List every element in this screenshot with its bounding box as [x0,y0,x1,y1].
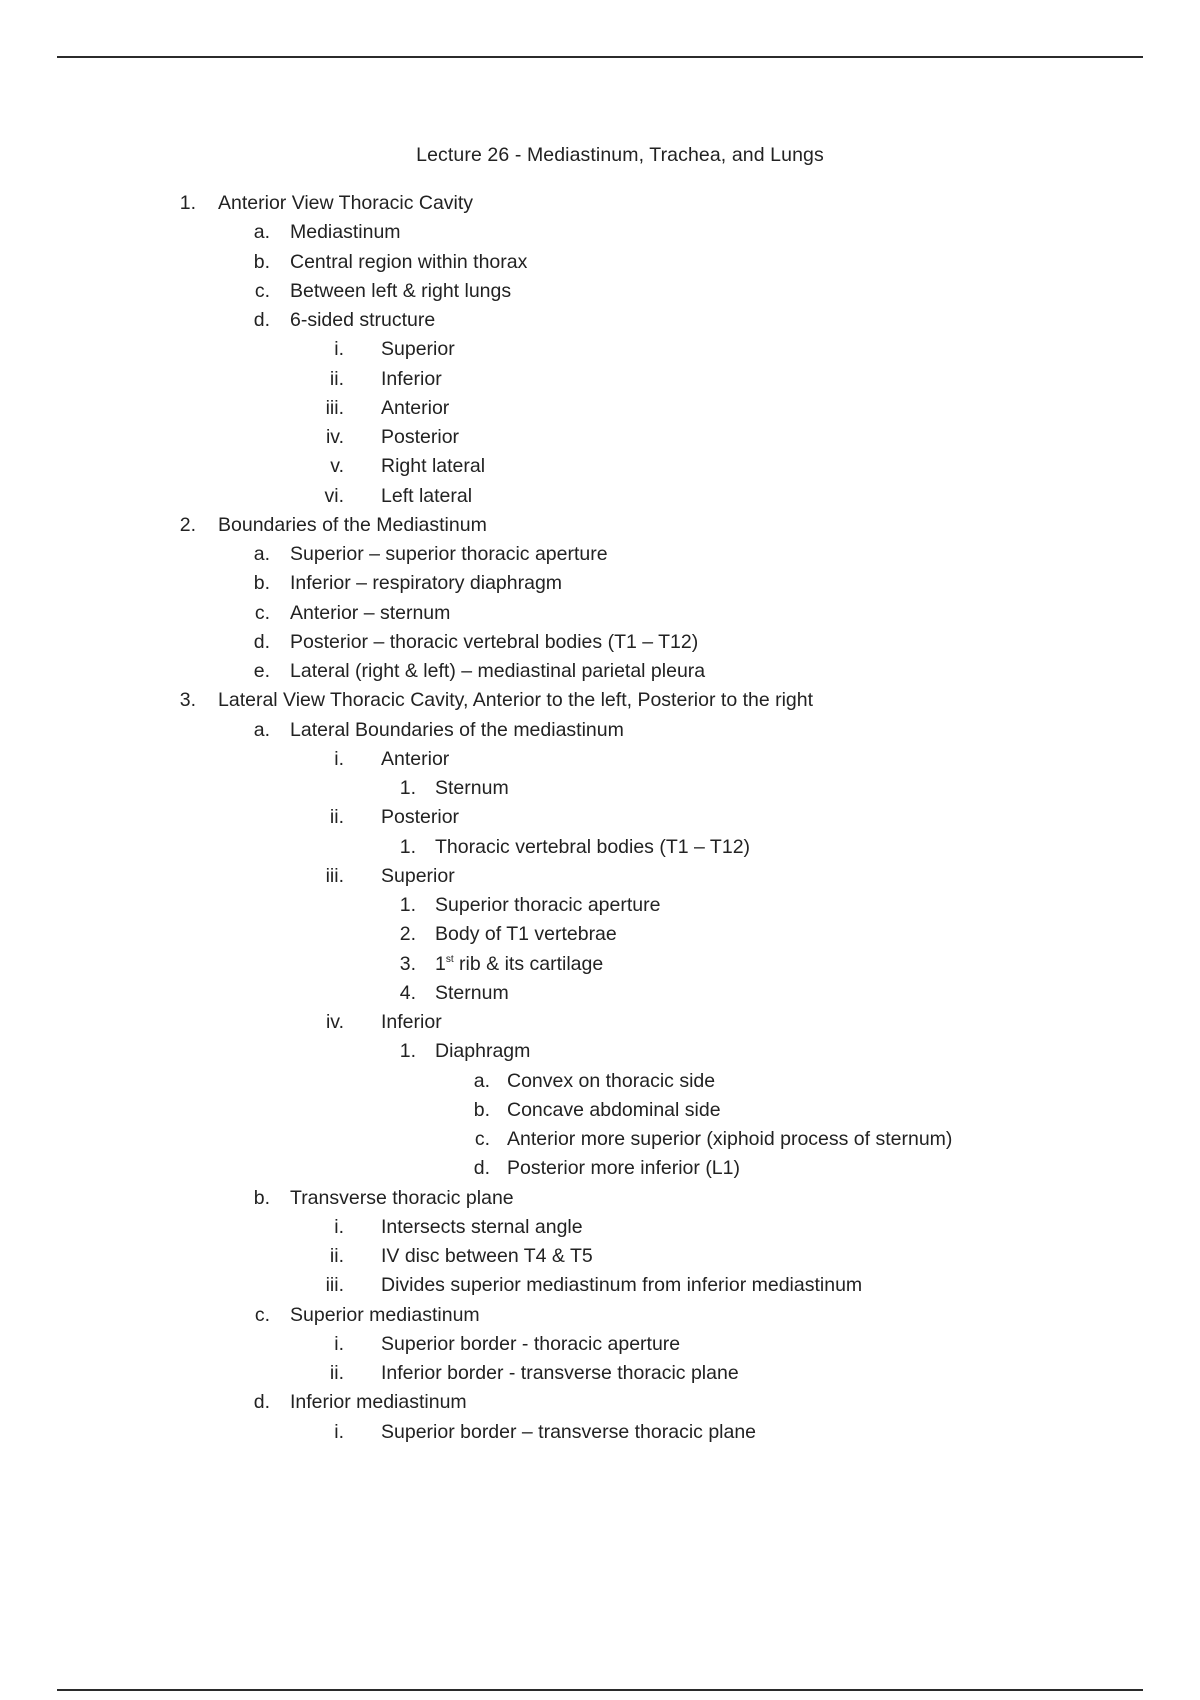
outline-item-text: Posterior more inferior (L1) [507,1157,740,1180]
outline-item-text: Inferior [381,367,442,390]
outline-item-level-3 [0,1271,1200,1300]
outline-item-label: b. [253,1186,270,1209]
outline-item-text: Anterior [381,747,450,770]
outline-item-text: Posterior [381,806,460,829]
outline-item-text: Transverse thoracic plane [290,1186,514,1209]
outline-item-label: d. [473,1157,490,1180]
outline-item-text: Anterior more superior (xiphoid process of sternum) [507,1128,953,1150]
outline-item-label: d. [253,309,270,331]
outline-item-text: 6-sided structure [290,309,436,331]
outline-item-level-3 [0,1242,1200,1271]
outline-item-text-rest: rib & its cartilage [453,952,604,975]
outline-item-level-2 [0,599,1200,628]
outline-item-label: c. [254,1303,270,1326]
outline-item-text: Lateral (right & left) – mediastinal parietal pleura [290,660,706,682]
outline-item-label: 1. [399,1040,416,1063]
outline-item-level-5 [0,1096,1200,1125]
outline-item-level-2 [0,657,1200,686]
outline-item-text: Intersects sternal angle [381,1215,583,1238]
outline-item-label: iii. [325,396,344,419]
outline-item-level-4 [0,950,1200,979]
outline-item-level-5 [0,1154,1200,1183]
outline-item-label: b. [253,572,270,595]
outline-item-level-2 [0,248,1200,277]
outline-item-level-3 [0,1359,1200,1388]
outline-item-level-4 [0,833,1200,862]
outline-item-level-3 [0,335,1200,364]
outline-item-level-3 [0,745,1200,774]
outline-item-level-3 [0,803,1200,832]
outline-item-text: Posterior – thoracic vertebral bodies (T1 – T12) [290,630,699,653]
outline-item-label: 1. [399,835,416,858]
outline-item-text: Inferior border - transverse thoracic plane [381,1362,739,1384]
outline-item-level-3 [0,394,1200,423]
outline-item-level-1 [0,189,1200,218]
outline-item-level-2 [0,218,1200,247]
outline-item-label: d. [253,630,270,653]
outline-item-label: d. [253,1391,270,1414]
outline-item-level-4 [0,920,1200,949]
outline-item-label: iv. [325,1011,344,1033]
outline-item-text: Superior border - thoracic aperture [381,1332,681,1355]
outline-item-level-2 [0,628,1200,657]
outline-item-level-2 [0,306,1200,335]
outline-item-text: Inferior [381,1011,442,1033]
outline-item-text: Lateral View Thoracic Cavity, Anterior to the left, Posterior to the right [218,689,814,712]
outline-item-level-1 [0,511,1200,540]
header-rule [57,56,1143,58]
outline-item-label: b. [473,1098,490,1121]
outline-item-label: a. [473,1069,490,1092]
outline-item-level-2 [0,569,1200,598]
outline-item-label: 2. [179,513,196,536]
outline-item-label: 1. [399,777,416,799]
outline-item-label: c. [254,279,270,302]
outline-item-level-2 [0,277,1200,306]
outline-item-text: Lateral Boundaries of the mediastinum [290,718,624,741]
outline-item-text: Diaphragm [435,1040,531,1063]
outline-item-level-3 [0,423,1200,452]
outline-item-label: i. [334,747,344,770]
outline-item-level-3 [0,452,1200,481]
outline-item-label: ii. [329,1245,344,1267]
outline-item-level-3 [0,365,1200,394]
outline-item-text: Inferior – respiratory diaphragm [290,572,563,595]
outline-item-text: Superior thoracic aperture [435,894,661,916]
outline-item-text: Sternum [435,981,509,1004]
outline-item-label: 4. [399,981,416,1004]
outline-item-text: Anterior [381,396,450,419]
outline-item-level-2 [0,540,1200,569]
outline-item-text: Anterior – sternum [290,601,451,624]
outline-item-text: Superior mediastinum [290,1303,480,1326]
outline-item-label: iii. [325,1274,344,1297]
outline-item-level-3 [0,862,1200,891]
outline-item-label: i. [334,338,344,361]
outline-item-level-3 [0,1418,1200,1447]
outline-item-level-3 [0,1330,1200,1359]
outline-item-text: Thoracic vertebral bodies (T1 – T12) [435,835,751,858]
outline-item-label: ii. [329,806,344,829]
outline-item-text: Left lateral [381,484,473,507]
outline-item-level-5 [0,1125,1200,1154]
outline-item-text: Body of T1 vertebrae [435,923,617,946]
outline-item-label: a. [253,221,270,244]
outline-item-label: 1. [399,894,416,916]
outline-item-label: c. [254,601,270,624]
outline-item-label: iv. [325,426,344,448]
outline-item-text: Boundaries of the Mediastinum [218,513,487,536]
outline-item-level-4 [0,1037,1200,1066]
outline-item-text: Inferior mediastinum [290,1391,467,1414]
outline-item-label: vi. [324,484,344,507]
ordinal-superscript: st [445,953,454,965]
outline-item-label: i. [334,1215,344,1238]
outline-item-label: ii. [329,1362,344,1384]
page-title: Lecture 26 - Mediastinum, Trachea, and Lungs [416,144,824,166]
outline-item-label: b. [253,250,270,273]
outline-item-text: Divides superior mediastinum from inferior mediastinum [381,1274,863,1297]
outline-item-label: 3. [179,689,196,712]
outline-item-level-4 [0,979,1200,1008]
outline-item-label: e. [253,660,270,682]
outline-item-level-2 [0,1301,1200,1330]
outline-item-text: IV disc between T4 & T5 [381,1245,593,1267]
outline-item-text: Right lateral [381,455,486,478]
outline-item-label: a. [253,718,270,741]
outline-item-text: Central region within thorax [290,250,528,273]
outline-item-text: Concave abdominal side [507,1098,721,1121]
outline-item-level-1 [0,686,1200,715]
outline-item-label: i. [334,1332,344,1355]
outline-item-label: i. [334,1420,344,1443]
outline-item-text: Posterior [381,426,460,448]
outline-item-level-2 [0,1184,1200,1213]
outline-list [0,189,1200,1447]
outline-item-level-4 [0,774,1200,803]
outline-item-label: v. [330,455,344,478]
outline-item-text: Superior [381,864,455,887]
outline-item-label: c. [474,1128,490,1150]
outline-item-label: iii. [325,864,344,887]
outline-item-level-3 [0,1213,1200,1242]
outline-item-level-2 [0,716,1200,745]
outline-item-text: Mediastinum [290,221,401,244]
outline-item-level-2 [0,1388,1200,1417]
outline-item-text: Sternum [435,777,509,799]
outline-item-label: ii. [329,367,344,390]
outline-item-level-4 [0,891,1200,920]
outline-item-text-main: 1 [435,952,446,975]
outline-item-level-3 [0,1008,1200,1037]
outline-item-label: a. [253,543,270,565]
outline-item-text: Between left & right lungs [290,279,512,302]
outline-item-label: 2. [399,923,416,946]
outline-item-text: Anterior View Thoracic Cavity [218,192,474,214]
outline-item-text: Superior border – transverse thoracic plane [381,1420,757,1443]
outline-item-text: Convex on thoracic side [507,1069,716,1092]
outline-item-label: 3. [399,952,416,975]
outline-item-level-3 [0,482,1200,511]
outline-item-text [435,950,603,979]
outline-item-level-5 [0,1067,1200,1096]
outline-item-text: Superior – superior thoracic aperture [290,543,608,565]
outline-item-label: 1. [179,192,196,214]
footer-rule [57,1689,1143,1691]
outline-item-text: Superior [381,338,455,361]
